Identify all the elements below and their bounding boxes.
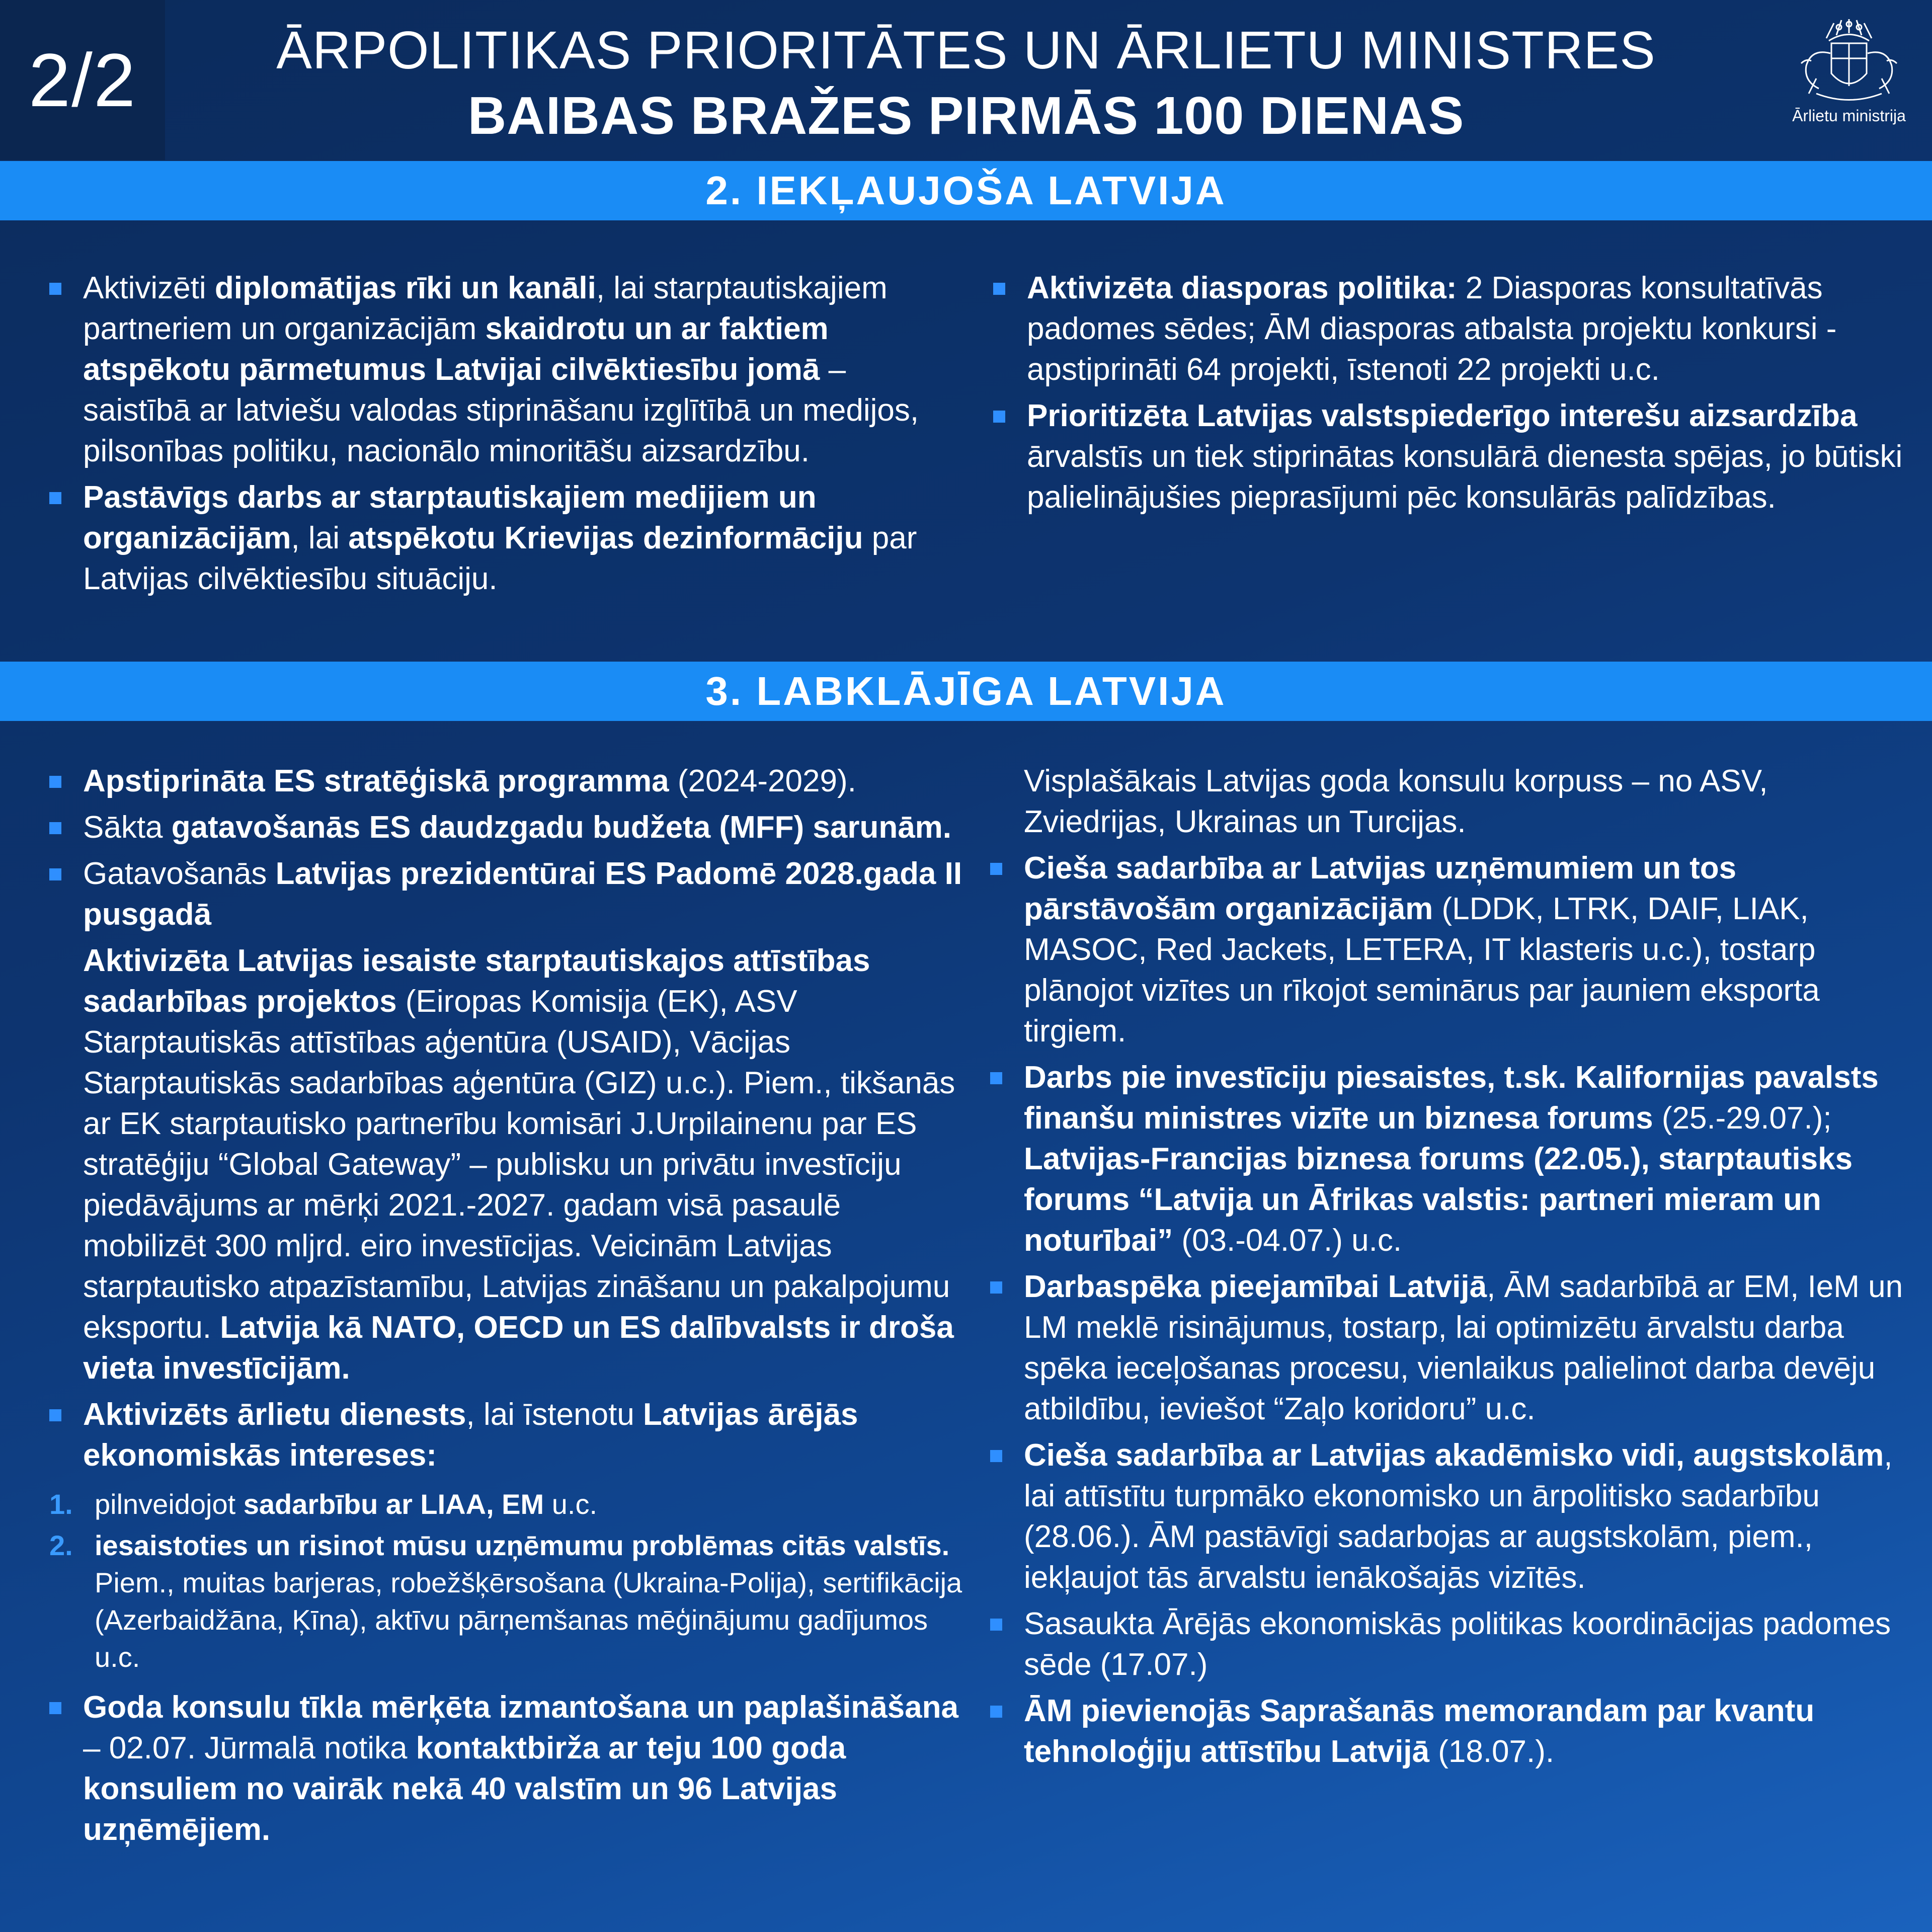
list-item xyxy=(49,940,965,1389)
bold-text: Aktivizēta diasporas politika: xyxy=(1027,271,1457,305)
text-segment: u.c. xyxy=(544,1488,598,1520)
section-3-header: 3. LABKLĀJĪGA LATVIJA xyxy=(0,662,1932,721)
text-segment: par Latvijas cilvēktiesību situāciju. xyxy=(83,521,917,596)
text-segment: Sākta xyxy=(83,810,172,845)
list-item xyxy=(49,1394,965,1476)
bold-text: kontaktbirža ar teju 100 goda konsuliem no vairāk nekā 40 valstīm un 96 Latvijas uzņēmējiem. xyxy=(83,1731,846,1847)
bold-text: Latvijas-Francijas biznesa forums (22.05.), starptautisks forums “Latvija un Āfrikas valstis: partneri mieram un noturībai” xyxy=(1024,1142,1853,1258)
title-line-1: ĀRPOLITIKAS PRIORITĀTES UN ĀRLIETU MINISTRES xyxy=(276,21,1656,80)
text-segment: Piem., muitas barjeras, robežšķērsošana (Ukraina-Polija), sertifikācija (Azerbaidžāna, Ķīna), aktīvu pārņemšanas mēģinājumu gadījumos u.c. xyxy=(95,1567,962,1673)
text-segment: , lai attīstītu turpmāko ekonomisko un ārpolitisko sadarbību (28.06.). ĀM pastāvīgi sadarbojas ar augstskolām, piem., iekļaujot tās ārvalstu ienākošajās vizītēs. xyxy=(1024,1438,1893,1595)
bold-text: ĀM pievienojās Saprašanās memorandam par kvantu tehnoloģiju attīstību Latvijā xyxy=(1024,1694,1815,1769)
bold-text: Prioritizēta Latvijas valstspiederīgo interešu aizsardzība xyxy=(1027,398,1858,433)
bold-text: Goda konsulu tīkla mērķēta izmantošana un paplašināšana xyxy=(83,1690,958,1725)
list-item xyxy=(990,1435,1911,1598)
section-2-header: 2. IEKĻAUJOŠA LATVIJA xyxy=(0,161,1932,220)
list-item xyxy=(49,477,955,599)
text-segment: (18.07.). xyxy=(1429,1734,1555,1769)
bold-text: Cieša sadarbība ar Latvijas uzņēmumiem un tos pārstāvošām organizācijām xyxy=(1024,851,1737,926)
section-3-right-column xyxy=(990,761,1911,1778)
text-segment: (LDDK, LTRK, DAIF, LIAK, MASOC, Red Jackets, LETERA, IT klasteris u.c.), tostarp plānojot vizītes un rīkojot seminārus par jauniem eksporta tirgiem. xyxy=(1024,892,1820,1049)
bold-text: gatavošanās ES daudzgadu budžeta (MFF) sarunām. xyxy=(171,810,952,845)
text-segment: Gatavošanās xyxy=(83,856,276,891)
page-title xyxy=(166,0,1766,160)
text-segment: , lai starptautiskajiem partneriem un organizācijām xyxy=(83,271,888,346)
section-2-left-column xyxy=(49,268,955,605)
list-item xyxy=(49,853,965,935)
bold-text: diplomātijas rīki un kanāli xyxy=(214,271,596,305)
list-item xyxy=(49,1687,965,1850)
text-segment: ārvalstīs un tiek stiprinātas konsulārā dienesta spējas, jo būtiski palielinājušies pieprasījumi pēc konsulārās palīdzības. xyxy=(1027,439,1903,515)
bold-text: atspēkotu Krievijas dezinformāciju xyxy=(348,521,863,555)
list-item xyxy=(49,268,955,471)
bold-text: Apstiprināta ES stratēģiskā programma xyxy=(83,764,669,798)
section-2-right-column xyxy=(993,268,1909,523)
bold-text: Darbaspēka pieejamībai Latvijā xyxy=(1024,1269,1487,1304)
bold-text: Latvija kā NATO, OECD un ES dalībvalsts ir droša vieta investīcijām. xyxy=(83,1310,954,1386)
text-segment: , ĀM sadarbībā ar EM, IeM un LM meklē risinājumus, tostarp, lai optimizētu ārvalstu darba spēka ieceļošanas procesu, vienlaikus palielinot darba devēju atbildību, ieviešot “Zaļo koridoru” u.c. xyxy=(1024,1269,1903,1426)
list-item xyxy=(993,395,1909,518)
list-item xyxy=(49,761,965,801)
text-segment: – 02.07. Jūrmalā notika xyxy=(83,1731,416,1765)
bold-text: iesaistoties un risinot mūsu uzņēmumu problēmas citās valstīs. xyxy=(95,1530,950,1561)
item-number: 1. xyxy=(49,1488,73,1520)
list-item xyxy=(990,1266,1911,1429)
bold-text: skaidrotu un ar faktiem atspēkotu pārmetumus Latvijai cilvēktiesību jomā xyxy=(83,311,829,387)
text-segment: (Eiropas Komisija (EK), ASV Starptautiskās attīstības aģentūra (USAID), Vācijas Starptautiskās sadarbības aģentūra (GIZ) u.c.). Piem., tikšanās ar EK starptautisko partnerību komisāri J.Urpilainenu par ES stratēģiju “Global Gateway” – publisku un privātu investīciju piedāvājums ar mērķi 2021.-2027. gadam visā pasaulē mobilizēt 300 mljrd. eiro investīcijas. Veicinām Latvijas starptautisko atpazīstamību, Latvijas zināšanu un pakalpojumu eksportu. xyxy=(83,984,955,1345)
page-number: 2/2 xyxy=(0,0,165,160)
logo-caption: Ārlietu ministrija xyxy=(1792,107,1906,125)
coat-of-arms-icon xyxy=(1791,18,1907,104)
text-segment: (25.-29.07.); xyxy=(1653,1101,1832,1136)
section-3-left-column xyxy=(49,761,965,1856)
bold-text: Pastāvīgs darbs ar starptautiskajiem medijiem un organizācijām xyxy=(83,480,817,555)
sub-list xyxy=(49,1486,965,1676)
bold-text: Cieša sadarbība ar Latvijas akadēmisko vidi, augstskolām xyxy=(1024,1438,1884,1473)
text-segment: pilnveidojot xyxy=(95,1488,244,1520)
bold-text: Darbs pie investīciju piesaistes, t.sk. Kalifornijas pavalsts finanšu ministres vizīte un biznesa forums xyxy=(1024,1060,1879,1136)
title-line-2: BAIBAS BRAŽES PIRMĀS 100 DIENAS xyxy=(467,86,1465,145)
bold-text: Aktivizēts ārlietu dienests xyxy=(83,1397,466,1432)
list-item xyxy=(990,761,1911,842)
list-item xyxy=(990,1603,1911,1685)
bold-text: Aktivizēta Latvijas iesaiste starptautiskajos attīstības sadarbības projektos xyxy=(83,943,870,1019)
item-number: 2. xyxy=(49,1530,73,1561)
bold-text: Latvijas prezidentūrai ES Padomē 2028.gada II pusgadā xyxy=(83,856,962,932)
text-segment: – saistībā ar latviešu valodas stiprināšanu izglītībā un medijos, pilsonības politiku, nacionālo minoritāšu aizsardzību. xyxy=(83,352,919,468)
list-item xyxy=(990,1691,1911,1772)
list-item xyxy=(993,268,1909,390)
text-segment: Aktivizēti xyxy=(83,271,215,305)
bold-text: sadarbību ar LIAA, EM xyxy=(243,1488,544,1520)
text-segment: Sasaukta Ārējās ekonomiskās politikas koordinācijas padomes sēde (17.07.) xyxy=(1024,1606,1891,1682)
list-item xyxy=(990,1057,1911,1261)
text-segment: , lai īstenotu xyxy=(466,1397,643,1432)
list-item xyxy=(49,807,965,848)
text-segment: 2 Diasporas konsultatīvās padomes sēdes; ĀM diasporas atbalsta projektu konkursi - apstiprināti 64 projekti, īstenoti 22 projekti u.c. xyxy=(1027,271,1837,387)
list-item xyxy=(990,848,1911,1052)
text-segment: , lai xyxy=(291,521,349,555)
text-segment: (03.-04.07.) u.c. xyxy=(1173,1223,1402,1258)
numbered-item xyxy=(49,1486,965,1523)
ministry-logo xyxy=(1781,18,1917,144)
text-segment: (2024-2029). xyxy=(669,764,856,798)
text-segment: Visplašākais Latvijas goda konsulu korpuss – no ASV, Zviedrijas, Ukrainas un Turcijas. xyxy=(1024,764,1768,839)
bold-text: Latvijas ārējās ekonomiskās intereses: xyxy=(83,1397,858,1473)
numbered-item xyxy=(49,1527,965,1676)
